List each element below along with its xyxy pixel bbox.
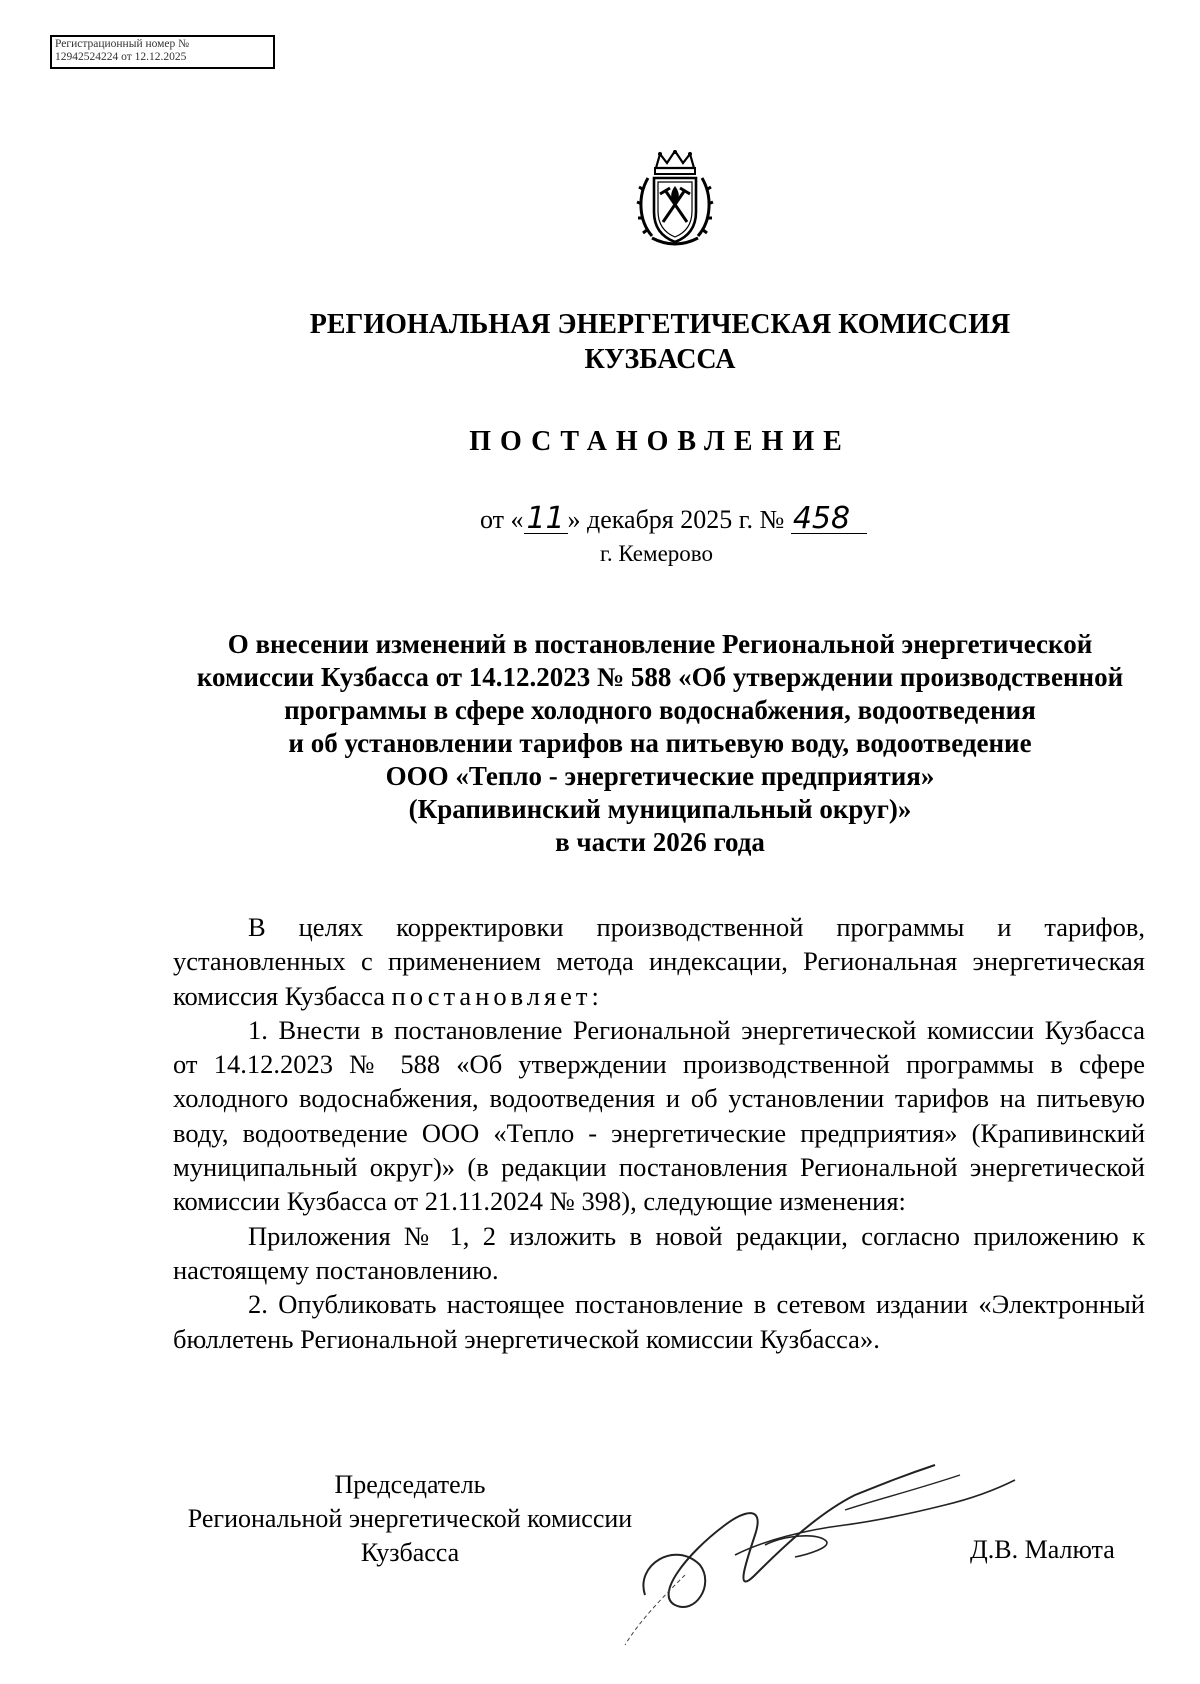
document-body (173, 910, 1145, 1356)
registration-stamp (50, 35, 275, 69)
preamble-action: постановляет: (391, 980, 603, 1011)
organization-name (230, 307, 1090, 377)
signer-position-line1: Председатель (334, 1470, 486, 1499)
title-line: О внесении изменений в постановление Региональной энергетической (227, 629, 1093, 659)
document-type: ПОСТАНОВЛЕНИЕ (469, 426, 851, 457)
title-line: и об установлении тарифов на питьевую воду, водоотведение (288, 728, 1032, 758)
handwritten-document-number: 458 (791, 505, 867, 534)
document-date-line (480, 501, 867, 536)
title-line: в части 2026 года (555, 827, 765, 857)
registration-stamp-line1: Регистрационный номер № (55, 38, 190, 50)
signer-position-line2: Региональной энергетической комиссии (187, 1504, 633, 1533)
document-title (150, 628, 1170, 859)
organization-name-line2: КУЗБАССА (584, 344, 736, 375)
item-1-sub-paragraph: Приложения № 1, 2 изложить в новой редакции, согласно приложению к настоящему постановлению. (173, 1220, 1145, 1285)
signer-position (130, 1468, 690, 1570)
city: г. Кемерово (600, 541, 713, 566)
item-2-paragraph: 2. Опубликовать настоящее постановление в сетевом издании «Электронный бюллетень Региональной энергетической комиссии Кузбасса». (173, 1289, 1145, 1354)
title-line: ООО «Тепло - энергетические предприятия» (385, 761, 935, 791)
preamble-text: В целях корректировки производственной программы и тарифов, установленных с применением метода индексации, Региональная энергетическая комиссия Кузбасса (173, 912, 1145, 1011)
title-line: комиссии Кузбасса от 14.12.2023 № 588 «Об утверждении производственной (196, 662, 1124, 692)
coat-of-arms-icon (636, 150, 714, 248)
signer-position-line3: Кузбасса (360, 1538, 460, 1567)
item-1-paragraph: 1. Внести в постановление Региональной энергетической комиссии Кузбасса от 14.12.2023 № 588 «Об утверждении производственной программы в сфере холодного водоснабжения, водоотведения и об установлении тарифов на питьевую воду, водоотведение ООО «Тепло - энергетические предприятия» (Крапивинский муниципальный округ)» (в редакции постановления Региональной энергетической комиссии Кузбасса от 21.11.2024 № 398), следующие изменения: (173, 1014, 1145, 1217)
date-prefix: от « (480, 505, 524, 534)
title-line: (Крапивинский муниципальный округ)» (408, 794, 912, 824)
handwritten-day: 11 (524, 505, 568, 534)
date-middle: » декабря 2025 г. № (567, 505, 785, 534)
registration-stamp-line2: 12942524224 от 12.12.2025 (55, 51, 187, 63)
handwritten-signature (615, 1445, 1025, 1650)
organization-name-line1: РЕГИОНАЛЬНАЯ ЭНЕРГЕТИЧЕСКАЯ КОМИССИЯ (309, 309, 1011, 340)
title-line: программы в сфере холодного водоснабжения, водоотведения (284, 695, 1036, 725)
signer-name: Д.В. Малюта (970, 1535, 1115, 1564)
preamble-paragraph (173, 910, 1145, 1013)
